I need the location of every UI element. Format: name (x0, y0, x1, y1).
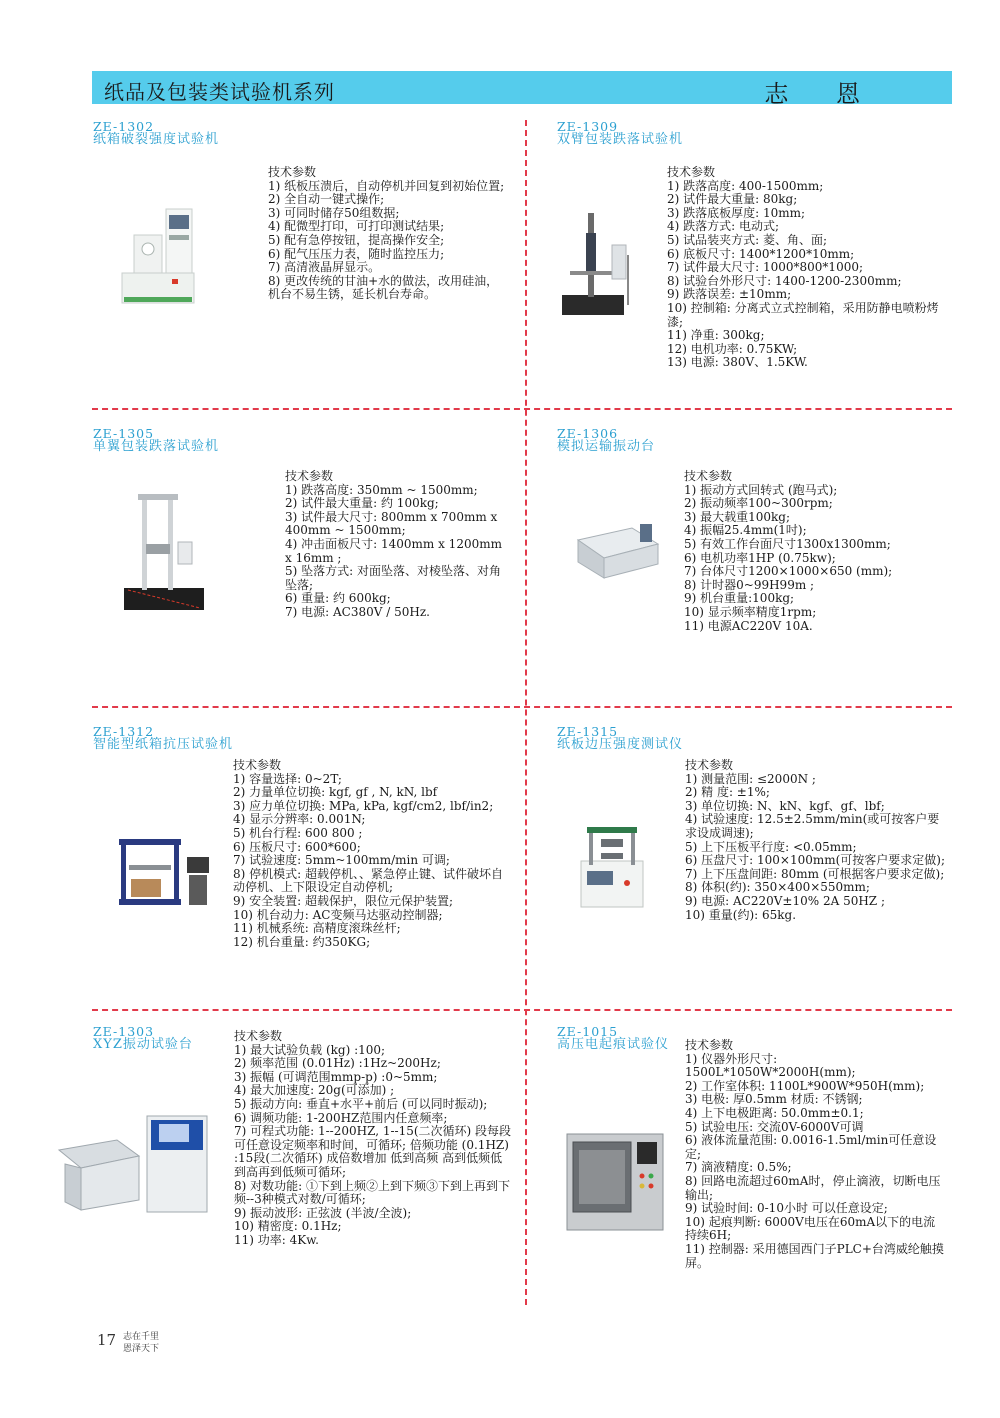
spec-item: 6) 压板尺寸: 600*600; (233, 839, 361, 854)
spec-item: 7) 电源: AC380V / 50Hz. (285, 604, 430, 619)
product-model: ZE-1315 (557, 724, 619, 739)
spec-item: 5) 试品装夹方式: 菱、角、面; (667, 232, 828, 247)
spec-item: 8) 体积(约): 350×400×550mm; (685, 880, 870, 895)
spec-item: 4) 最大加速度: 20g(可添加) ; (234, 1083, 395, 1098)
spec-item: 5) 坠落方式: 对面坠落、对棱坠落、对角坠落; (285, 564, 501, 592)
spec-block (667, 166, 942, 370)
spec-item: 12) 机台重量: 约350KG; (233, 934, 371, 949)
vertical-divider (525, 120, 527, 1305)
spec-item: 11) 净重: 300kg; (667, 328, 765, 343)
spec-item: 8) 对数功能: ①下到上频②上到下频③下到上再到下频--3种模式对数/可循环; (234, 1178, 510, 1207)
row-divider (92, 706, 952, 708)
spec-item: 6) 电机功率1HP (0.75kw); (684, 550, 836, 565)
spec-item: 6) 调频功能: 1-200HZ范围内任意频率; (234, 1110, 448, 1125)
spec-item: 11) 电源AC220V 10A. (684, 618, 813, 633)
spec-item: 7) 试件最大尺寸: 1000*800*1000; (667, 260, 864, 275)
spec-item: 5) 配有急停按钮，提高操作安全; (268, 232, 445, 247)
spec-item: 8) 更改传统的甘油+水的做法，改用硅油，机台不易生锈，延长机台寿命。 (268, 273, 499, 302)
spec-heading: 技术参数 (234, 1029, 283, 1043)
spec-item: 8) 试验台外形尺寸: 1400-1200-2300mm; (667, 273, 902, 288)
spec-item: 10) 显示频率精度1rpm; (684, 604, 817, 619)
spec-item: 5) 振动方向: 垂直+水平+前后 (可以同时振动); (234, 1096, 488, 1111)
product-name: 纸板边压强度测试仪 (557, 737, 684, 752)
spec-item: 5) 上下压板平行度: <0.05mm; (685, 839, 857, 854)
spec-item: 9) 试验时间: 0-10小时 可以任意设定; (685, 1201, 888, 1216)
spec-item: 2) 振动频率100~300rpm; (684, 496, 833, 511)
spec-item: 4) 冲击面板尺寸: 1400mm x 1200mm x 16mm ; (285, 536, 502, 565)
footer-slogan (123, 1331, 159, 1355)
spec-item: 1) 跌落高度: 350mm ~ 1500mm; (285, 482, 478, 497)
product-model: ZE-1306 (557, 426, 619, 441)
product-name: 高压电起痕试验仪 (557, 1037, 670, 1052)
spec-item: 3) 电极: 厚0.5mm 材质: 不锈钢; (685, 1092, 863, 1107)
spec-item: 9) 安全装置: 超载保护，限位元保护装置; (233, 893, 454, 908)
product-model: ZE-1302 (93, 119, 155, 134)
spec-item: 1) 纸板压溃后，自动停机并回复到初始位置; (268, 178, 505, 193)
spec-item: 4) 试验速度: 12.5±2.5mm/min(或可按客户要求设成调速); (685, 812, 940, 840)
spec-item: 6) 底板尺寸: 1400*1200*10mm; (667, 246, 855, 261)
spec-item: 6) 压盘尺寸: 100×100mm(可按客户要求定做); (685, 853, 946, 868)
spec-heading: 技术参数 (684, 469, 733, 483)
header-brand: 志 恩 (764, 80, 880, 108)
spec-block (684, 470, 944, 633)
spec-item: 6) 液体流量范围: 0.0016-1.5ml/min可任意设定; (685, 1133, 937, 1161)
spec-item: 12) 电机功率: 0.75KW; (667, 341, 798, 356)
spec-item: 3) 最大载重100kg; (684, 509, 791, 524)
spec-item: 13) 电源: 380V、1.5KW. (667, 355, 808, 370)
spec-item: 10) 起痕判断: 6000V电压在60mA以下的电流持续6H; (685, 1214, 936, 1243)
spec-item: 3) 跌落底板厚度: 10mm; (667, 205, 806, 220)
spec-item: 9) 跌落误差: ±10mm; (667, 287, 792, 302)
spec-item: 4) 振幅25.4mm(1吋); (684, 523, 807, 538)
xyz-vibration-table-image (55, 1110, 215, 1220)
spec-item: 2) 试件最大重量: 约 100kg; (285, 496, 439, 511)
product-name: 智能型纸箱抗压试验机 (93, 737, 234, 752)
spec-block (268, 166, 508, 302)
spec-item: 8) 计时器0~99H99m ; (684, 577, 815, 592)
spec-item: 2) 精 度: ±1%; (685, 785, 770, 800)
spec-heading: 技术参数 (685, 758, 734, 772)
spec-item: 2) 全自动一键式操作; (268, 192, 385, 207)
spec-block (233, 759, 508, 949)
burst-tester-image (120, 205, 195, 305)
spec-item: 7) 上下压盘间距: 80mm (可根据客户要求定做); (685, 866, 945, 881)
slogan-line: 恩泽天下 (123, 1344, 160, 1354)
slogan-line: 志在千里 (123, 1332, 160, 1342)
header-title: 纸品及包装类试验机系列 (104, 80, 335, 104)
spec-item: 5) 有效工作台面尺寸1300x1300mm; (684, 536, 891, 551)
spec-heading: 技术参数 (685, 1038, 734, 1052)
spec-item: 7) 高清液晶屏显示。 (268, 260, 381, 275)
spec-item: 1) 跌落高度: 400-1500mm; (667, 178, 824, 193)
row-divider (92, 1009, 952, 1011)
tracking-tester-image (565, 1132, 665, 1232)
spec-block (285, 470, 510, 620)
spec-block (234, 1030, 514, 1248)
spec-item: 2) 频率范围 (0.01Hz) :1Hz~200Hz; (234, 1056, 441, 1071)
product-name: 单翼包装跌落试验机 (93, 439, 220, 454)
spec-item: 3) 应力单位切换: MPa, kPa, kgf/cm2, lbf/in2; (233, 798, 494, 813)
product-model: ZE-1015 (557, 1024, 619, 1039)
spec-item: 7) 可程式功能: 1--200HZ, 1--15(二次循环) 段每段可任意设定频率和时间，可循环; 倍频功能 (0.1HZ) :15段(二次循环) 成倍数增加 低到高频 高到低频低到高再到低频可循环; (234, 1124, 512, 1179)
spec-item: 3) 单位切换: N、kN、kgf、gf、lbf; (685, 798, 885, 813)
spec-item: 6) 重量: 约 600kg; (285, 591, 391, 606)
spec-item: 9) 振动波形: 正弦波 (半波/全波); (234, 1205, 412, 1220)
spec-item: 3) 可同时储存50组数据; (268, 205, 400, 220)
spec-item: 5) 机台行程: 600 800 ; (233, 825, 363, 840)
spec-item: 1) 最大试验负载 (kg) :100; (234, 1042, 386, 1057)
spec-item: 1) 仪器外形尺寸: 1500L*1050W*2000H(mm); (685, 1051, 856, 1080)
spec-item: 1) 测量范围: ≤2000N ; (685, 771, 816, 786)
spec-item: 10) 机台动力: AC变频马达驱动控制器; (233, 907, 443, 922)
single-wing-drop-tester-image (120, 490, 210, 615)
spec-item: 3) 振幅 (可调范围mmp-p) :0~5mm; (234, 1069, 438, 1084)
spec-item: 1) 容量选择: 0~2T; (233, 771, 342, 786)
product-name: 纸箱破裂强度试验机 (93, 132, 220, 147)
spec-item: 4) 显示分辨率: 0.001N; (233, 812, 366, 827)
spec-item: 3) 试件最大尺寸: 800mm x 700mm x 400mm ~ 1500mm; (285, 509, 498, 538)
spec-heading: 技术参数 (268, 165, 317, 179)
edge-crush-tester-image (575, 825, 650, 910)
spec-item: 7) 台体尺寸1200×1000×650 (mm); (684, 564, 893, 579)
spec-block (685, 759, 947, 922)
product-name: XYZ振动试验台 (93, 1037, 193, 1052)
spec-item: 2) 工作室体积: 1100L*900W*950H(mm); (685, 1078, 925, 1093)
spec-item: 5) 试验电压: 交流0V-6000V可调 (685, 1119, 864, 1134)
spec-item: 11) 控制器: 采用德国西门子PLC+台湾威纶触摸屏。 (685, 1241, 944, 1270)
spec-item: 8) 回路电流超过60mA时，停止滴液，切断电压输出; (685, 1173, 941, 1202)
spec-item: 7) 试验速度: 5mm~100mm/min 可调; (233, 853, 450, 868)
spec-item: 4) 上下电极距离: 50.0mm±0.1; (685, 1105, 864, 1120)
row-divider (92, 408, 952, 410)
spec-item: 11) 机械系统: 高精度滚珠丝杆; (233, 921, 401, 936)
page-number: 17 (97, 1331, 117, 1349)
product-model: ZE-1309 (557, 119, 619, 134)
product-model: ZE-1303 (93, 1024, 155, 1039)
spec-item: 9) 电源: AC220V±10% 2A 50HZ ; (685, 893, 885, 908)
spec-item: 4) 配微型打印，可打印测试结果; (268, 219, 445, 234)
spec-heading: 技术参数 (233, 758, 282, 772)
spec-block (685, 1039, 947, 1270)
product-model: ZE-1312 (93, 724, 155, 739)
spec-item: 10) 精密度: 0.1Hz; (234, 1219, 342, 1234)
spec-item: 10) 控制箱: 分离式立式控制箱，采用防静电喷粉烤漆; (667, 300, 939, 329)
spec-item: 11) 功率: 4Kw. (234, 1232, 319, 1247)
spec-item: 6) 配气压压力表，随时监控压力; (268, 246, 445, 261)
product-name: 双臂包装跌落试验机 (557, 132, 684, 147)
spec-heading: 技术参数 (285, 469, 334, 483)
spec-item: 1) 振动方式回转式 (跑马式); (684, 482, 838, 497)
spec-item: 2) 试件最大重量: 80kg; (667, 192, 798, 207)
spec-item: 9) 机台重量:100kg; (684, 591, 795, 606)
vibration-table-image (572, 520, 662, 585)
product-model: ZE-1305 (93, 426, 155, 441)
spec-item: 7) 滴液精度: 0.5%; (685, 1160, 792, 1175)
spec-item: 2) 力量单位切换: kgf, gf , N, kN, lbf (233, 785, 438, 800)
spec-heading: 技术参数 (667, 165, 716, 179)
spec-item: 4) 跌落方式: 电动式; (667, 219, 780, 234)
product-name: 模拟运输振动台 (557, 439, 656, 454)
spec-item: 8) 停机模式: 超载停机、、紧急停止键、试件破坏自动停机、上下限设定自动停机; (233, 866, 503, 895)
page-header (92, 71, 952, 108)
drop-tester-image (560, 205, 640, 320)
spec-item: 10) 重量(约): 65kg. (685, 907, 797, 922)
compression-tester-image (115, 835, 215, 910)
